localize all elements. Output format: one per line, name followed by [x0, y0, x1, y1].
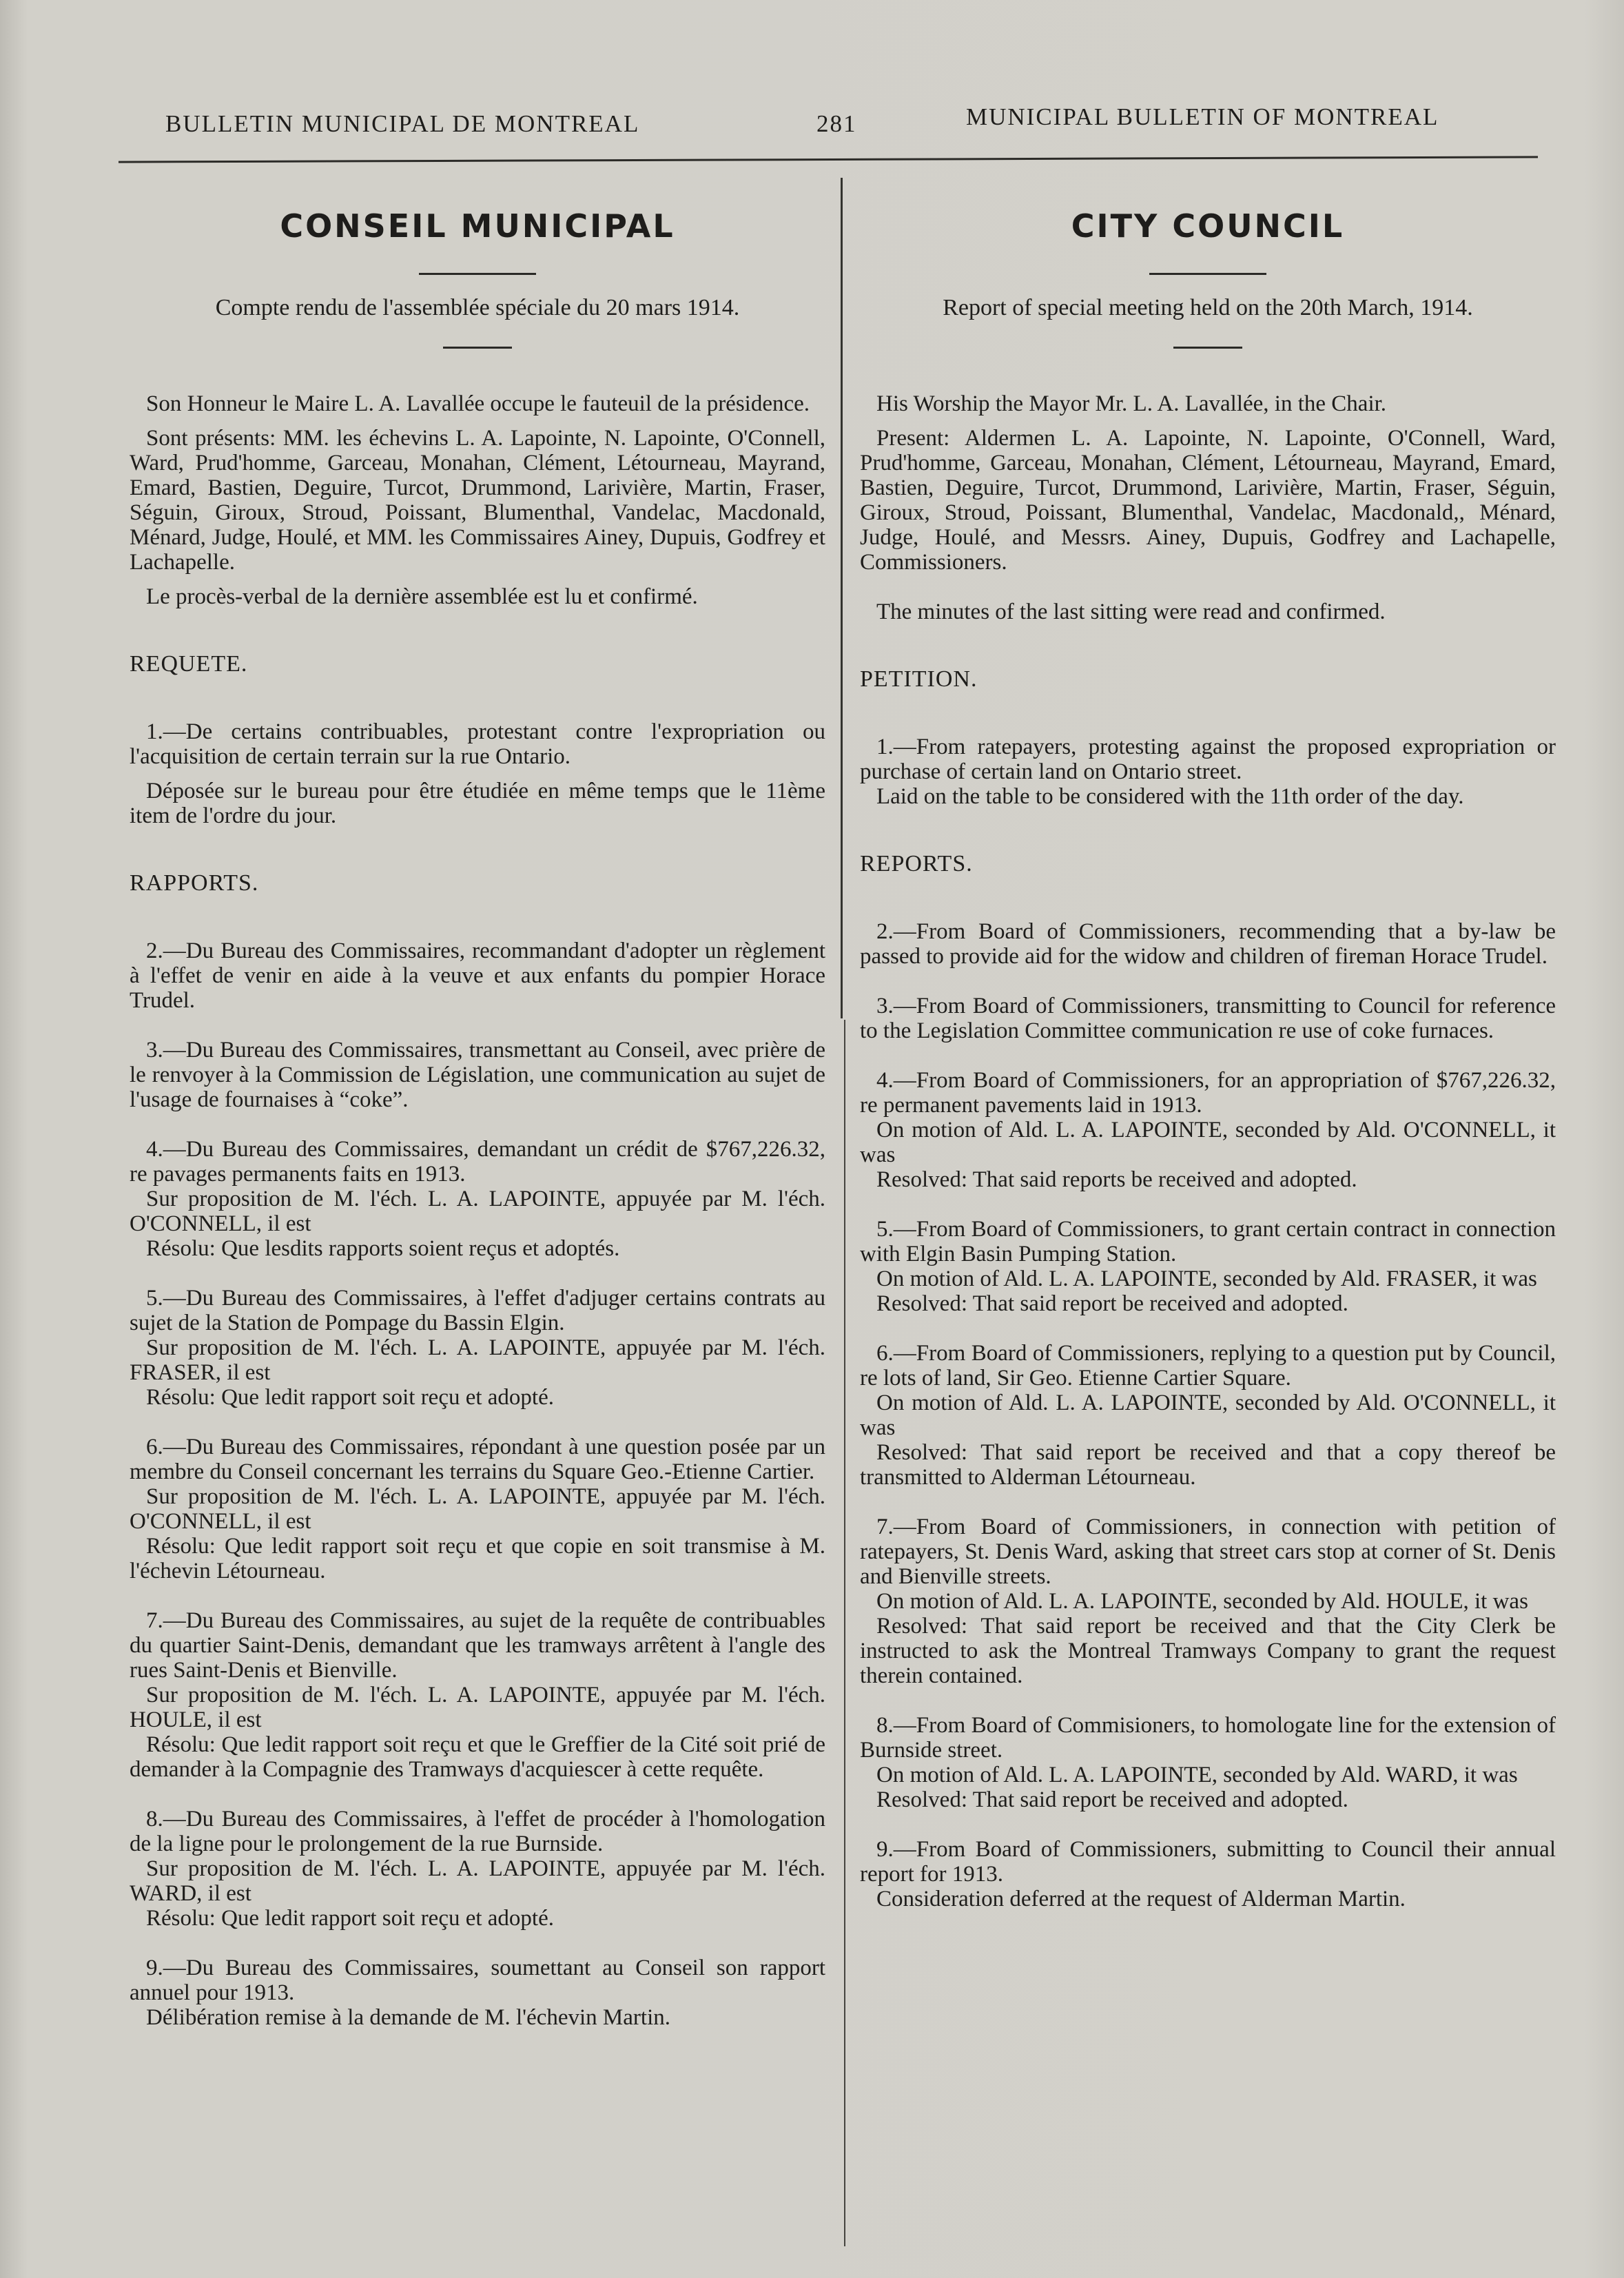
- french-item-2: 2.—Du Bureau des Commissaires, recommandant d'adopter un règlement à l'effet de venir en aide à la veuve et aux enfants du pompier Horace Trudel.: [130, 938, 825, 1013]
- english-item-9: 9.—From Board of Commissioners, submitting to Council their annual report for 1913.: [860, 1837, 1556, 1887]
- english-item-4: 4.—From Board of Commissioners, for an appropriation of $767,226.32, re permanent pavements laid in 1913.: [860, 1068, 1556, 1118]
- french-meeting-line: Compte rendu de l'assemblée spéciale du 20 mars 1914.: [215, 295, 740, 320]
- french-title: CONSEIL MUNICIPAL: [280, 207, 675, 245]
- english-item-8-motion: On motion of Ald. L. A. LAPOINTE, seconded by Ald. WARD, it was: [876, 1763, 1518, 1787]
- french-column: [130, 200, 825, 2030]
- title-rule: [1149, 273, 1266, 275]
- french-minutes: Le procès-verbal de la dernière assemblée est lu et confirmé.: [146, 584, 698, 609]
- english-column: [860, 200, 1556, 1911]
- french-item-5: 5.—Du Bureau des Commissaires, à l'effet d'adjuger certains contrats au sujet de la Station de Pompage du Bassin Elgin.: [130, 1286, 825, 1335]
- french-item-8-resolved: Résolu: Que ledit rapport soit reçu et adopté.: [146, 1906, 555, 1931]
- title-rule: [419, 273, 536, 275]
- english-item-4-motion: On motion of Ald. L. A. LAPOINTE, seconded by Ald. O'CONNELL, it was: [860, 1118, 1556, 1167]
- header-left: BULLETIN MUNICIPAL DE MONTREAL: [165, 110, 640, 137]
- french-item-6-resolved: Résolu: Que ledit rapport soit reçu et que copie en soit transmise à M. l'échevin Létourneau.: [130, 1534, 825, 1583]
- english-item-9-note: Consideration deferred at the request of Alderman Martin.: [876, 1887, 1406, 1911]
- english-item-7: 7.—From Board of Commissioners, in connection with petition of ratepayers, St. Denis Ward, asking that street cars stop at corner of St. Denis and Bienville streets.: [860, 1515, 1556, 1589]
- french-item-9: 9.—Du Bureau des Commissaires, soumettant au Conseil son rapport annuel pour 1913.: [130, 1956, 825, 2005]
- french-item-5-motion: Sur proposition de M. l'éch. L. A. LAPOINTE, appuyée par M. l'éch. FRASER, il est: [130, 1335, 825, 1385]
- english-meeting-line: Report of special meeting held on the 20th March, 1914.: [943, 295, 1473, 320]
- english-title: CITY COUNCIL: [1071, 207, 1345, 245]
- english-item-1-note: Laid on the table to be considered with the 11th order of the day.: [876, 784, 1464, 809]
- english-item-7-resolved: Resolved: That said report be received and that the City Clerk be instructed to ask the Montreal Tramways Company to grant the request therein contained.: [860, 1614, 1556, 1688]
- english-present: Present: Aldermen L. A. Lapointe, N. Lapointe, O'Connell, Ward, Prud'homme, Garceau, Monahan, Clément, Létourneau, Mayrand, Emard, Bastien, Deguire, Turcot, Drummond, Larivière, Martin, Fraser, Séguin, Giroux, Stroud, Poissant, Blumenthal, Vandelac, Macdonald,, Ménard, Judge, Houlé, and Messrs. Ainey, Dupuis, Godfrey and Lachapelle, Commissioners.: [860, 426, 1556, 575]
- french-present: Sont présents: MM. les échevins L. A. Lapointe, N. Lapointe, O'Connell, Ward, Prud'homme, Garceau, Monahan, Clément, Létourneau, Mayrand, Emard, Bastien, Deguire, Turcot, Drummond, Larivière, Martin, Fraser, Séguin, Giroux, Stroud, Poissant, Blumenthal, Vandelac, Macdonald, Ménard, Judge, Houlé, et MM. les Commissaires Ainey, Dupuis, Godfrey et Lachapelle.: [130, 426, 825, 575]
- english-item-5-motion: On motion of Ald. L. A. LAPOINTE, seconded by Ald. FRASER, it was: [876, 1266, 1537, 1291]
- english-item-5-resolved: Resolved: That said report be received and adopted.: [876, 1291, 1348, 1316]
- english-item-7-motion: On motion of Ald. L. A. LAPOINTE, seconded by Ald. HOULE, it was: [876, 1589, 1528, 1614]
- header-right: MUNICIPAL BULLETIN OF MONTREAL: [966, 103, 1439, 130]
- english-item-3: 3.—From Board of Commissioners, transmitting to Council for reference to the Legislation Committee communication re use of coke furnaces.: [860, 994, 1556, 1043]
- french-requete-heading: REQUETE.: [130, 651, 248, 677]
- french-chair: Son Honneur le Maire L. A. Lavallée occupe le fauteuil de la présidence.: [146, 391, 810, 416]
- french-rapports-heading: RAPPORTS.: [130, 870, 259, 896]
- french-item-9-note: Délibération remise à la demande de M. l'échevin Martin.: [146, 2005, 670, 2030]
- french-item-4-motion: Sur proposition de M. l'éch. L. A. LAPOINTE, appuyée par M. l'éch. O'CONNELL, il est: [130, 1187, 825, 1236]
- english-item-8: 8.—From Board of Commisioners, to homologate line for the extension of Burnside street.: [860, 1713, 1556, 1763]
- english-chair: His Worship the Mayor Mr. L. A. Lavallée, in the Chair.: [876, 391, 1387, 416]
- french-item-1-note: Déposée sur le bureau pour être étudiée en même temps que le 11ème item de l'ordre du jour.: [130, 779, 825, 828]
- french-item-8: 8.—Du Bureau des Commissaires, à l'effet de procéder à l'homologation de la ligne pour le prolongement de la rue Burnside.: [130, 1807, 825, 1856]
- english-item-4-resolved: Resolved: That said reports be received and adopted.: [876, 1167, 1357, 1192]
- english-item-1: 1.—From ratepayers, protesting against the proposed expropriation or purchase of certain land on Ontario street.: [860, 735, 1556, 784]
- english-item-6-motion: On motion of Ald. L. A. LAPOINTE, seconded by Ald. O'CONNELL, it was: [860, 1391, 1556, 1440]
- french-item-4-resolved: Résolu: Que lesdits rapports soient reçus et adoptés.: [146, 1236, 620, 1261]
- french-item-5-resolved: Résolu: Que ledit rapport soit reçu et adopté.: [146, 1385, 555, 1410]
- english-reports-heading: REPORTS.: [860, 851, 973, 876]
- english-item-8-resolved: Resolved: That said report be received and adopted.: [876, 1787, 1348, 1812]
- french-item-6: 6.—Du Bureau des Commissaires, répondant à une question posée par un membre du Conseil concernant les terrains du Square Geo.-Etienne Cartier.: [130, 1435, 825, 1484]
- french-item-7: 7.—Du Bureau des Commissaires, au sujet de la requête de contribuables du quartier Saint-Denis, demandant que les tramways arrêtent à l'angle des rues Saint-Denis et Bienville.: [130, 1608, 825, 1683]
- french-item-7-resolved: Résolu: Que ledit rapport soit reçu et que le Greffier de la Cité soit prié de demander à la Compagnie des Tramways d'acquiescer à cette requête.: [130, 1732, 825, 1782]
- english-item-6: 6.—From Board of Commissioners, replying to a question put by Council, re lots of land, Sir Geo. Etienne Cartier Square.: [860, 1341, 1556, 1391]
- french-item-7-motion: Sur proposition de M. l'éch. L. A. LAPOINTE, appuyée par M. l'éch. HOULE, il est: [130, 1683, 825, 1732]
- english-minutes: The minutes of the last sitting were read and confirmed.: [876, 599, 1386, 624]
- english-item-6-resolved: Resolved: That said report be received and that a copy thereof be transmitted to Alderman Létourneau.: [860, 1440, 1556, 1490]
- french-item-4: 4.—Du Bureau des Commissaires, demandant un crédit de $767,226.32, re pavages permanents faits en 1913.: [130, 1137, 825, 1187]
- page-number: 281: [816, 110, 857, 137]
- english-item-2: 2.—From Board of Commissioners, recommending that a by-law be passed to provide aid for the widow and children of fireman Horace Trudel.: [860, 919, 1556, 969]
- english-petition-heading: PETITION.: [860, 666, 978, 692]
- french-item-1: 1.—De certains contribuables, protestant contre l'expropriation ou l'acquisition de certain terrain sur la rue Ontario.: [130, 719, 825, 769]
- header-rule: [119, 156, 1538, 163]
- french-item-6-motion: Sur proposition de M. l'éch. L. A. LAPOINTE, appuyée par M. l'éch. O'CONNELL, il est: [130, 1484, 825, 1534]
- english-item-5: 5.—From Board of Commissioners, to grant certain contract in connection with Elgin Basin Pumping Station.: [860, 1217, 1556, 1266]
- french-item-8-motion: Sur proposition de M. l'éch. L. A. LAPOINTE, appuyée par M. l'éch. WARD, il est: [130, 1856, 825, 1906]
- column-divider: [841, 178, 843, 1018]
- french-item-3: 3.—Du Bureau des Commissaires, transmettant au Conseil, avec prière de le renvoyer à la Commission de Législation, une communication au sujet de l'usage de fournaises à “coke”.: [130, 1038, 825, 1112]
- column-divider-lower: [844, 1020, 845, 2246]
